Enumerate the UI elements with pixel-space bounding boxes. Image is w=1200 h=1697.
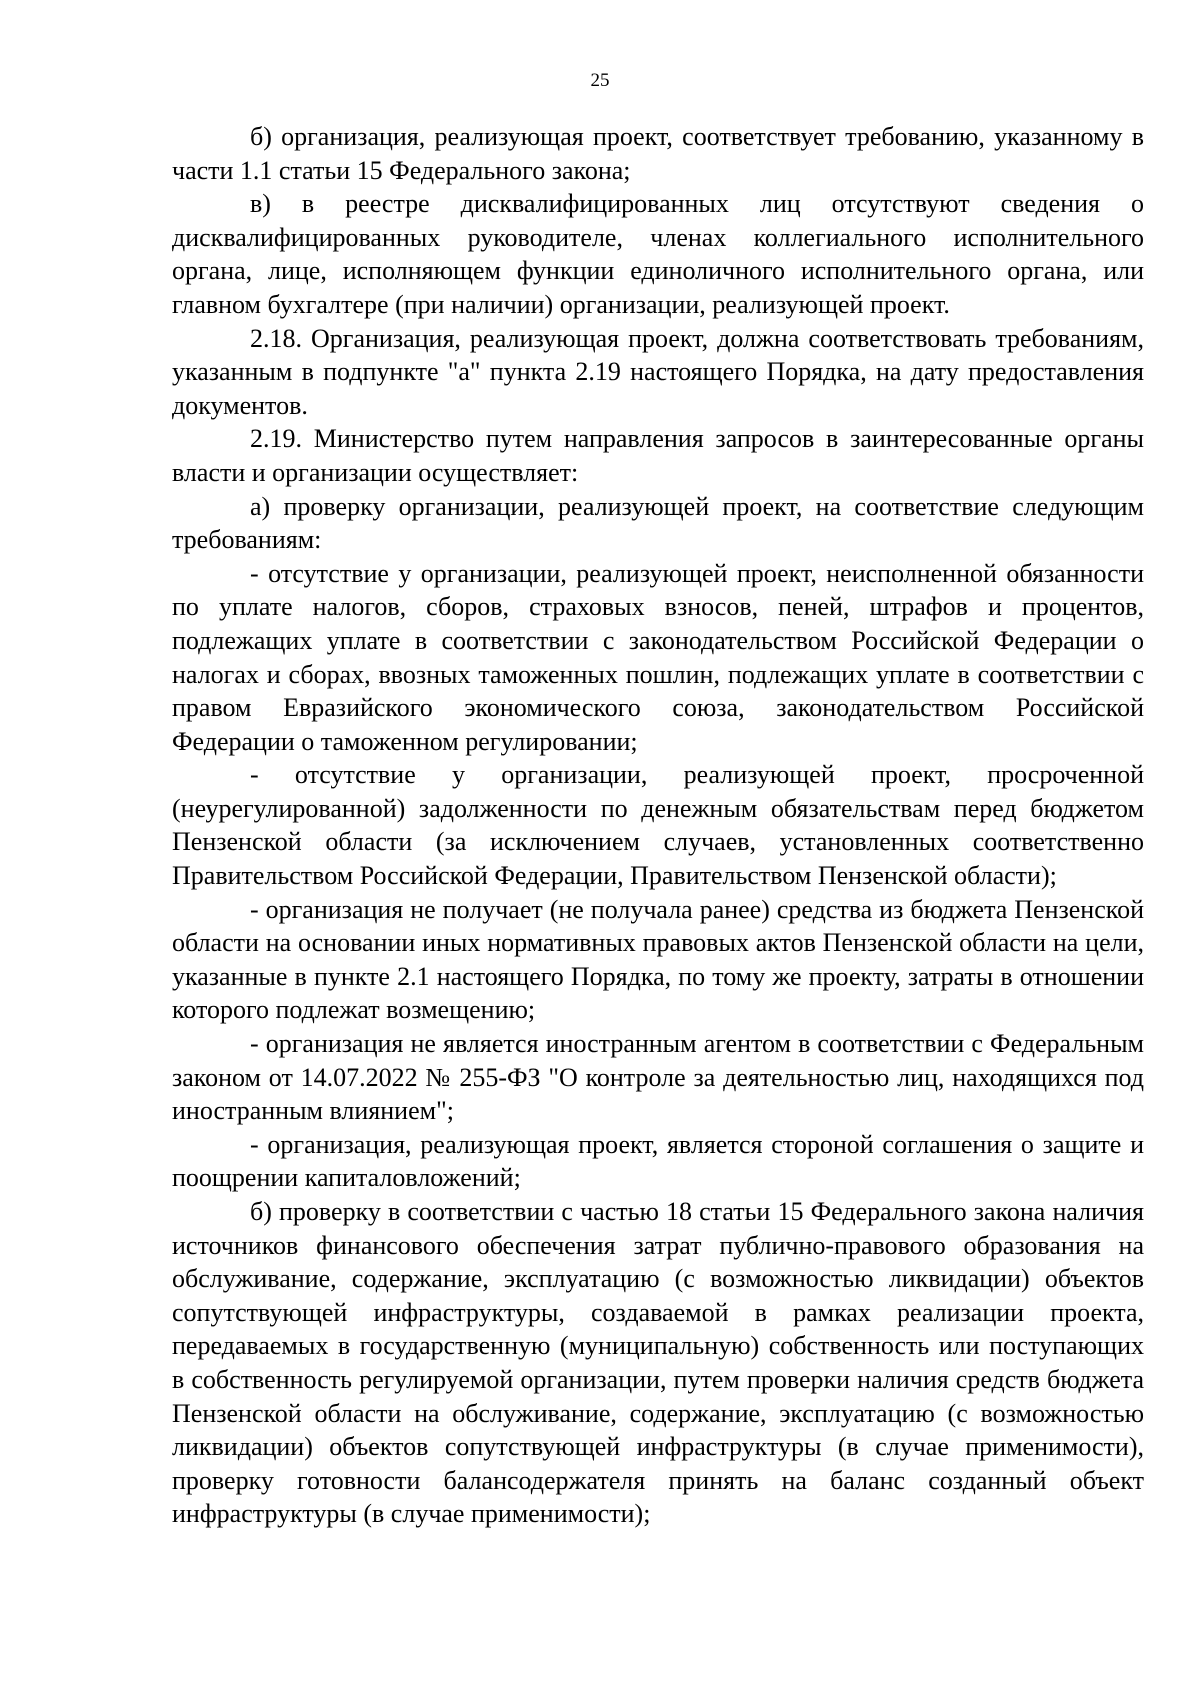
paragraph-2-18: 2.18. Организация, реализующая проект, должна соответствовать требованиям, указанным в подпункте "а" пункта 2.19 настоящего Порядка, на дату предоставления документов. [172,323,1144,420]
list-item-no-overdue-debt: - отсутствие у организации, реализующей проект, просроченной (неурегулированной) задолженности по денежным обязательствам перед бюджетом Пензенской области (за исключением случаев, установленных соответственно Правительством Российской Федерации, Правительством Пензенской области); [172,760,1144,891]
paragraph-a-check: а) проверку организации, реализующей проект, на соответствие следующим требованиям: [172,491,1144,555]
list-item-no-tax-debt: - отсутствие у организации, реализующей проект, неисполненной обязанности по уплате налогов, сборов, страховых взносов, пеней, штрафов и процентов, подлежащих уплате в соответствии с законодательством Российской Федерации о налогах и сборах, ввозных таможенных пошлин, подлежащих уплате в соответствии с правом Евразийского экономического союза, законодательством Российской Федерации о таможенном регулировании; [172,558,1144,756]
list-item-investment-agreement: - организация, реализующая проект, является стороной соглашения о защите и поощрении капиталовложений; [172,1129,1144,1193]
paragraph-v-disqualified: в) в реестре дисквалифицированных лиц отсутствуют сведения о дисквалифицированных руководителе, членах коллегиального исполнительного органа, лице, исполняющем функции единоличного исполнительного органа, или главном бухгалтере (при наличии) организации, реализующей проект. [172,189,1144,319]
page-number: 25 [590,70,610,91]
paragraph-b-requirement: б) организация, реализующая проект, соответствует требованию, указанному в части 1.1 статьи 15 Федерального закона; [172,122,1144,185]
list-item-no-other-funds: - организация не получает (не получала ранее) средства из бюджета Пензенской области на основании иных нормативных правовых актов Пензенской области на цели, указанные в пункте 2.1 настоящего Порядка, по тому же проекту, затраты в отношении которого подлежат возмещению; [172,894,1144,1025]
paragraph-2-19: 2.19. Министерство путем направления запросов в заинтересованные органы власти и организации осуществляет: [172,424,1144,487]
paragraph-b-financing-check: б) проверку в соответствии с частью 18 статьи 15 Федерального закона наличия источников финансового обеспечения затрат публично-правового образования на обслуживание, содержание, эксплуатацию (с возможностью ликвидации) объектов сопутствующей инфраструктуры, создаваемой в рамках реализации проекта, передаваемых в государственную (муниципальную) собственность или поступающих в собственность регулируемой организации, путем проверки наличия средств бюджета Пензенской области на обслуживание, содержание, эксплуатацию (с возможностью ликвидации) объектов сопутствующей инфраструктуры (в случае применимости), проверку готовности балансодержателя принять на баланс созданный объект инфраструктуры (в случае применимости); [172,1197,1144,1529]
document-body [172,120,1144,1531]
list-item-not-foreign-agent: - организация не является иностранным агентом в соответствии с Федеральным законом от 14.07.2022 № 255-ФЗ "О контроле за деятельностью лиц, находящихся под иностранным влиянием"; [172,1029,1144,1126]
